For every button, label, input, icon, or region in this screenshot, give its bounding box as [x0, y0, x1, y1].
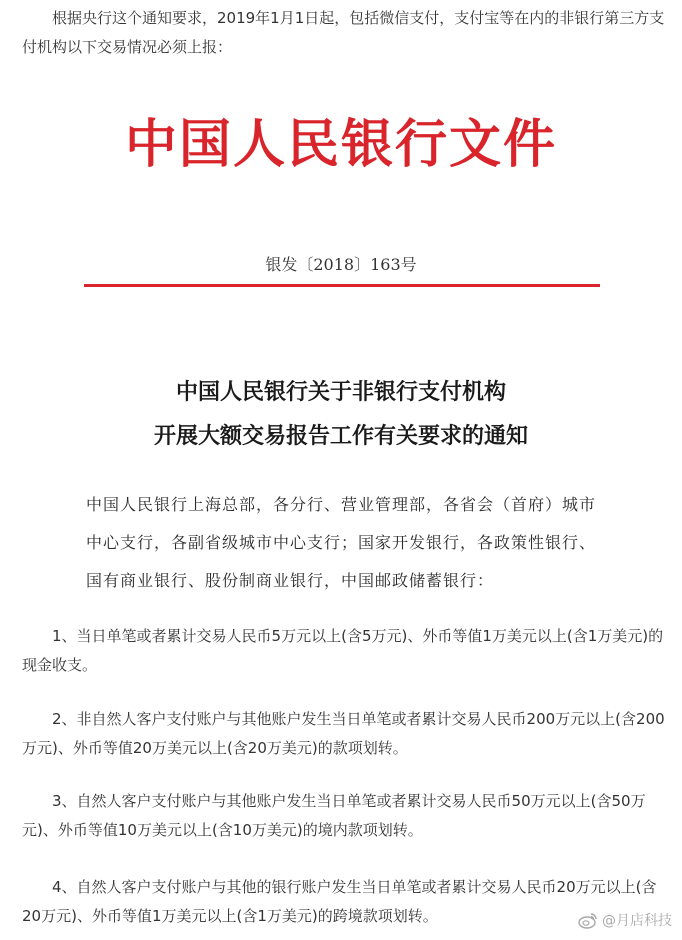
list-item: 4、自然人客户支付账户与其他的银行账户发生当日单笔或者累计交易人民币20万元以上(含20万元)、外币等值1万美元以上(含1万美元)的跨境款项划转。	[22, 878, 657, 925]
document-header: 中国人民银行文件	[124, 114, 557, 175]
list-item: 3、自然人客户支付账户与其他账户发生当日单笔或者累计交易人民币50万元以上(含50万元)、外币等值10万美元以上(含10万美元)的境内款项划转。	[22, 792, 646, 839]
red-divider	[84, 284, 600, 287]
weibo-icon	[578, 912, 598, 929]
document-title	[0, 370, 682, 458]
watermark	[578, 910, 672, 930]
document-addressee: 中国人民银行上海总部，各分行、营业管理部，各省会（首府）城市中心支行，各副省级城市中心支行；国家开发银行，各政策性银行、国有商业银行、股份制商业银行，中国邮政储蓄银行：	[86, 495, 597, 590]
list-item: 2、非自然人客户支付账户与其他账户发生当日单笔或者累计交易人民币200万元以上(含200万元)、外币等值20万美元以上(含20万美元)的款项划转。	[22, 710, 665, 757]
document-number: 银发〔2018〕163号	[265, 255, 417, 274]
document-title-line-1: 中国人民银行关于非银行支付机构	[175, 379, 506, 405]
watermark-text: @月店科技	[602, 913, 672, 929]
intro-text: 根据央行这个通知要求，2019年1月1日起，包括微信支付，支付宝等在内的非银行第三方支付机构以下交易情况必须上报：	[22, 9, 665, 56]
list-item: 1、当日单笔或者累计交易人民币5万元以上(含5万元)、外币等值1万美元以上(含1万美元)的现金收支。	[22, 627, 664, 674]
document-title-line-2: 开展大额交易报告工作有关要求的通知	[153, 423, 528, 449]
